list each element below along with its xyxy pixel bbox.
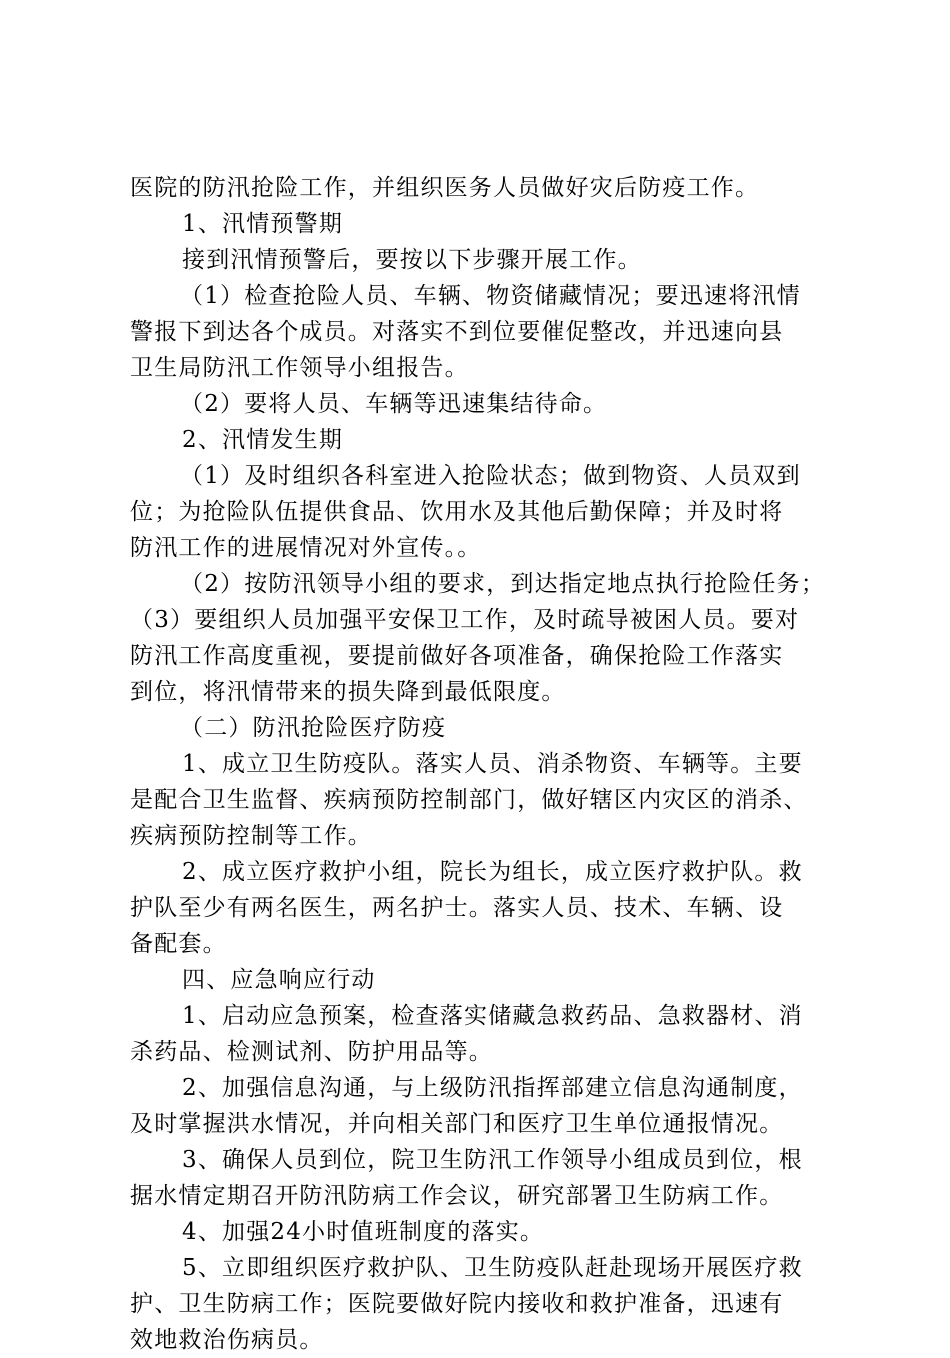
text-line: 医院的防汛抢险工作，并组织医务人员做好灾后防疫工作。 — [130, 175, 760, 201]
text-line: 卫生局防汛工作领导小组报告。 — [130, 355, 469, 381]
text-line: （2）按防汛领导小组的要求，到达指定地点执行抢险任务； — [180, 571, 826, 597]
text-line: （1）及时组织各科室进入抢险状态；做到物资、人员双到 — [180, 463, 801, 489]
text-line: （3）要组织人员加强平安保卫工作，及时疏导被困人员。要对 — [130, 607, 800, 633]
text-line: 2、汛情发生期 — [182, 427, 344, 453]
text-line: 接到汛情预警后，要按以下步骤开展工作。 — [182, 247, 642, 273]
text-line: 到位，将汛情带来的损失降到最低限度。 — [130, 679, 566, 705]
text-line: 防汛工作的进展情况对外宣传。。 — [130, 535, 482, 561]
text-line: （1）检查抢险人员、车辆、物资储藏情况；要迅速将汛情 — [180, 283, 801, 309]
document-body — [130, 170, 830, 1358]
text-line: 警报下到达各个成员。对落实不到位要催促整改，并迅速向县 — [130, 319, 784, 345]
text-line: 位；为抢险队伍提供食品、饮用水及其他后勤保障；并及时将 — [130, 499, 784, 525]
text-line: 是配合卫生监督、疾病预防控制部门，做好辖区内灾区的消杀、 — [130, 787, 808, 813]
text-line: 防汛工作高度重视，要提前做好各项准备，确保抢险工作落实 — [130, 643, 784, 669]
text-line: 及时掌握洪水情况，并向相关部门和医疗卫生单位通报情况。 — [130, 1111, 784, 1137]
text-line: 据水情定期召开防汛防病工作会议，研究部署卫生防病工作。 — [130, 1183, 784, 1209]
text-line: 疾病预防控制等工作。 — [130, 823, 372, 849]
text-line: 备配套。 — [130, 931, 227, 957]
text-line: 效地救治伤病员。 — [130, 1327, 324, 1353]
text-line: 1、汛情预警期 — [182, 211, 344, 237]
text-line: （2）要将人员、车辆等迅速集结待命。 — [180, 391, 608, 417]
text-line: 5、立即组织医疗救护队、卫生防疫队赶赴现场开展医疗救 — [182, 1255, 803, 1281]
text-line: 杀药品、检测试剂、防护用品等。 — [130, 1039, 493, 1065]
text-line: 2、加强信息沟通，与上级防汛指挥部建立信息沟通制度， — [182, 1075, 803, 1101]
text-line: 1、启动应急预案，检查落实储藏急救药品、急救器材、消 — [182, 1003, 803, 1029]
text-line: （二）防汛抢险医疗防疫 — [180, 715, 447, 741]
text-line: 四、应急响应行动 — [182, 967, 376, 993]
text-line: 4、加强24小时值班制度的落实。 — [182, 1219, 545, 1245]
text-line: 护、卫生防病工作；医院要做好院内接收和救护准备，迅速有 — [130, 1291, 784, 1317]
text-line: 护队至少有两名医生，两名护士。落实人员、技术、车辆、设 — [130, 895, 784, 921]
text-line: 1、成立卫生防疫队。落实人员、消杀物资、车辆等。主要 — [182, 751, 803, 777]
text-line: 3、确保人员到位，院卫生防汛工作领导小组成员到位，根 — [182, 1147, 803, 1173]
text-line: 2、成立医疗救护小组，院长为组长，成立医疗救护队。救 — [182, 859, 803, 885]
